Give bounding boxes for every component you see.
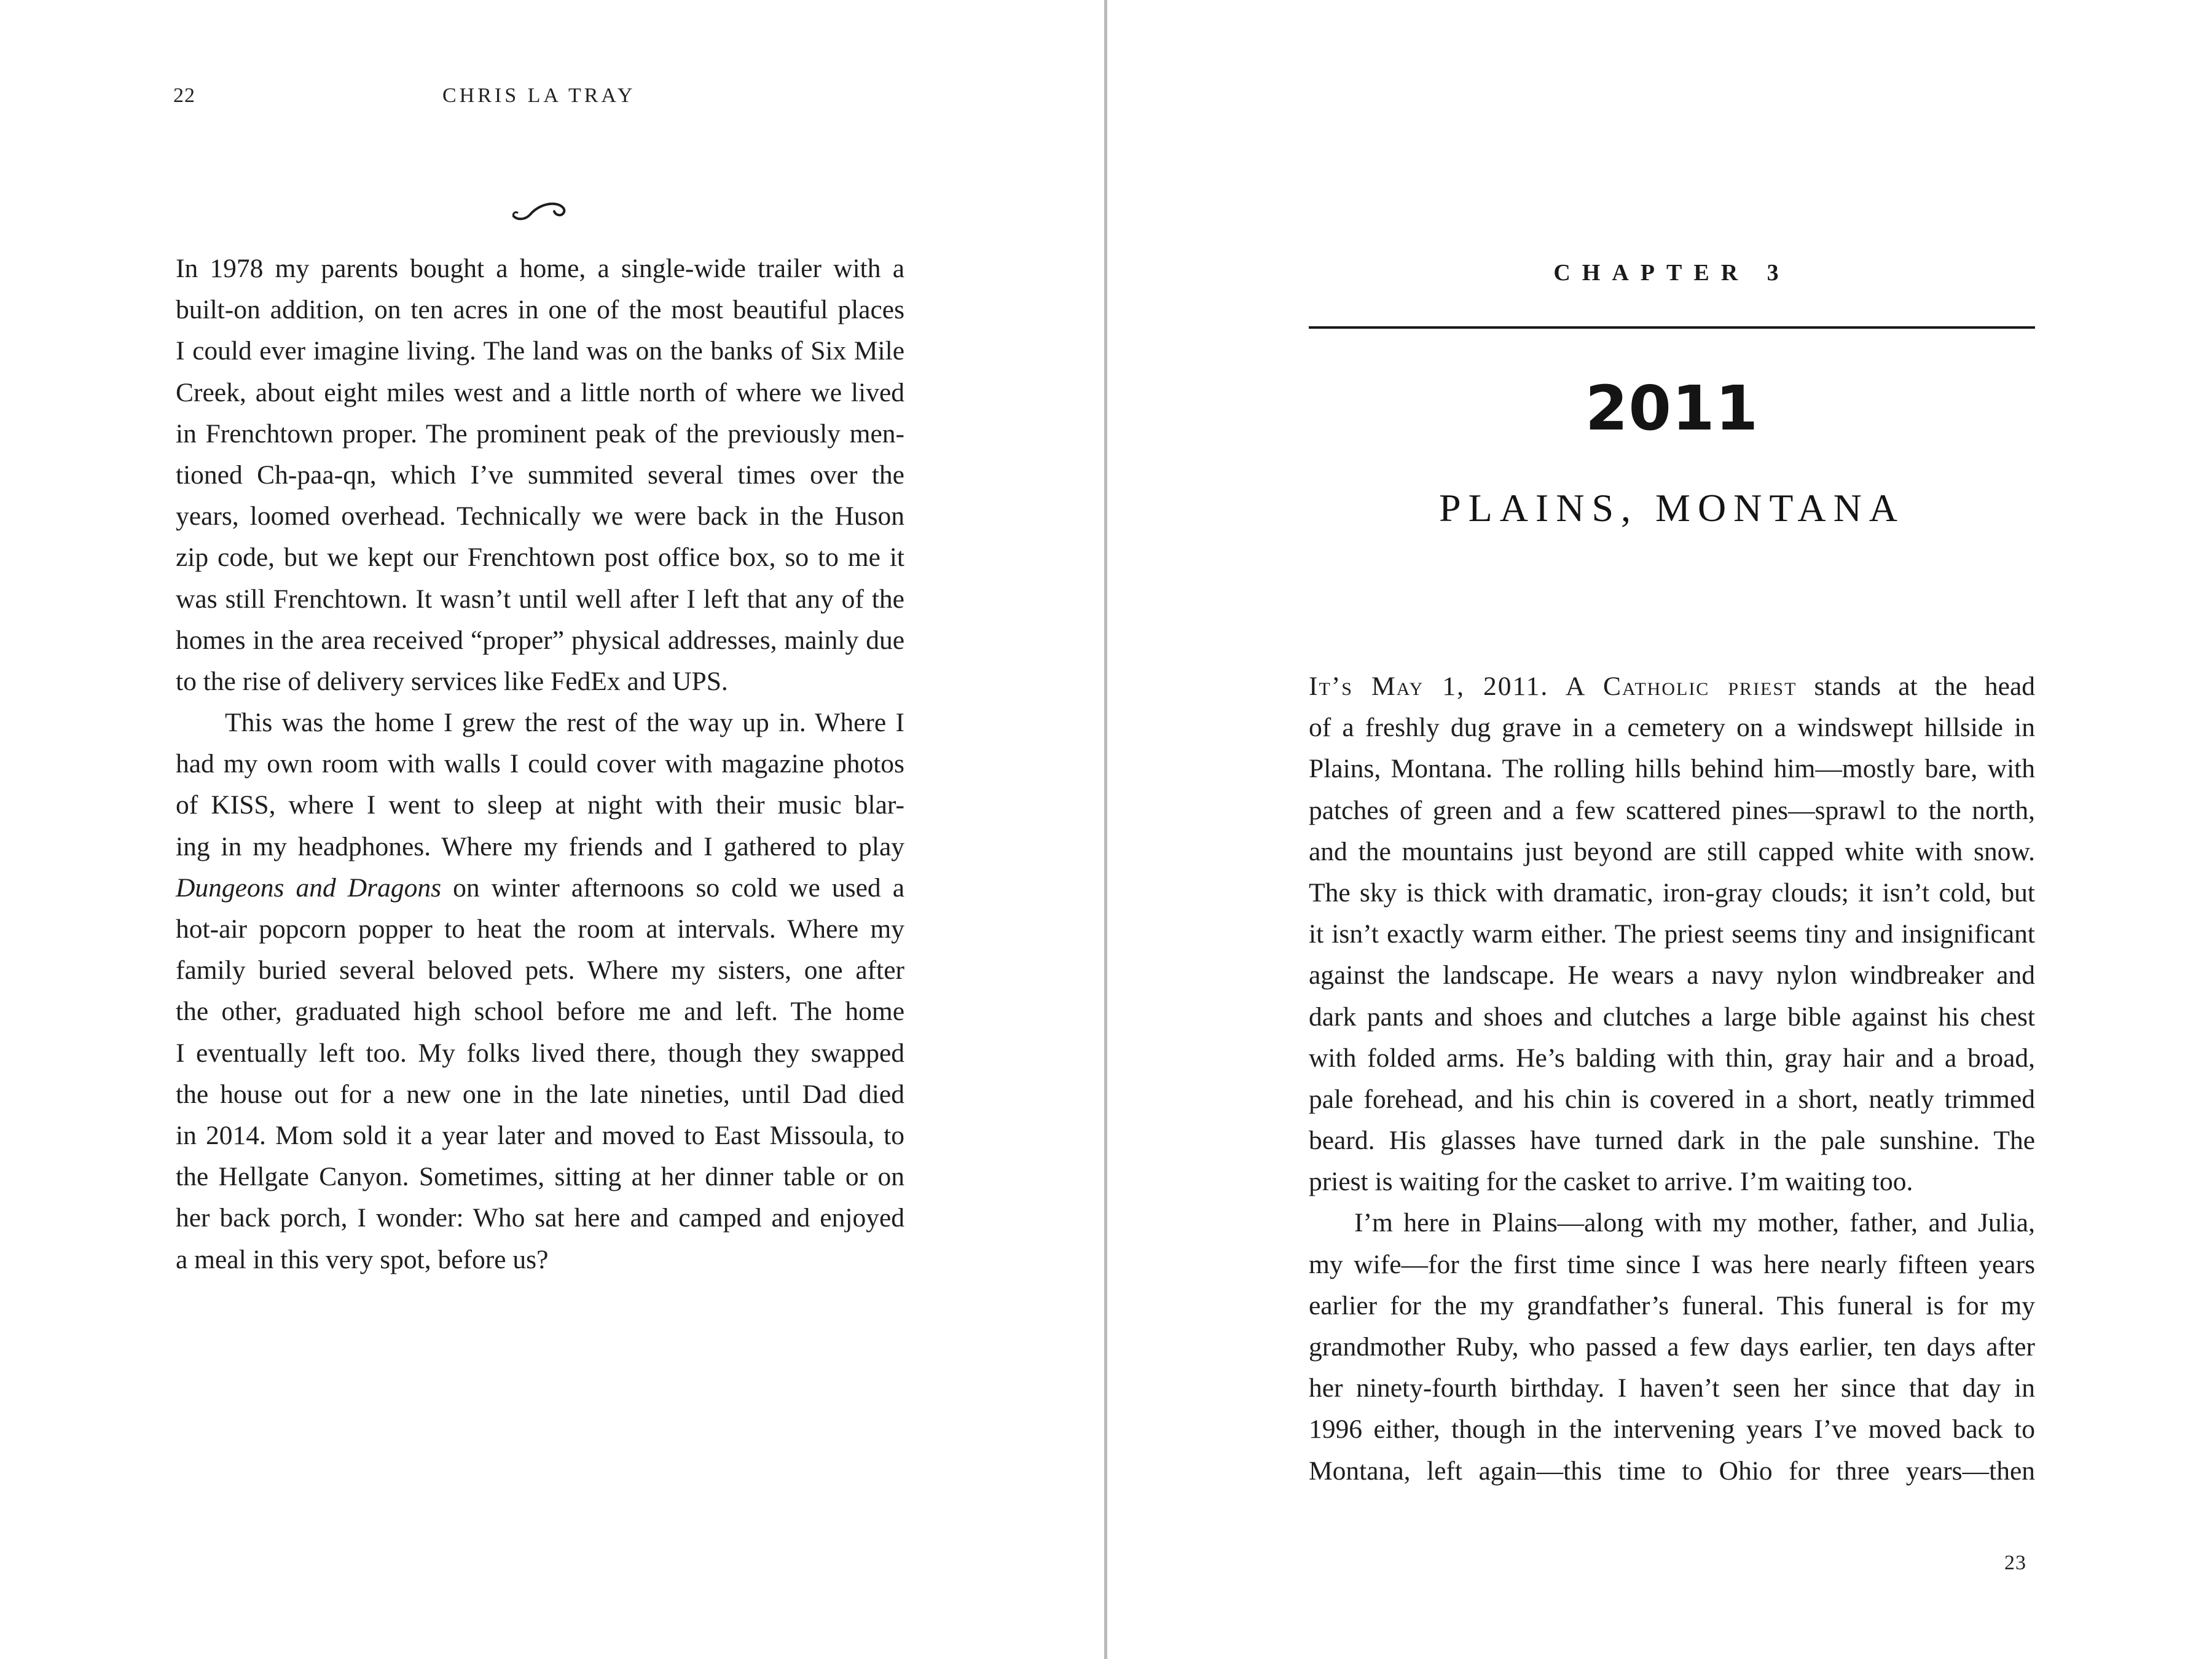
text-line: This was the home I grew the rest of the way up in. Where I bbox=[225, 708, 904, 738]
right-body-text bbox=[1309, 666, 2035, 1492]
text-line: built-on addition, on ten acres in one of the most beautiful places bbox=[176, 295, 904, 325]
text-line-rest: on winter afternoons so cold we used a bbox=[453, 873, 905, 903]
text-line: beard. His glasses have turned dark in the pale sunshine. The bbox=[1309, 1126, 2035, 1156]
text-line: Plains, Montana. The rolling hills behind him—mostly bare, with bbox=[1309, 754, 2035, 784]
text-line: 1996 either, though in the intervening years I’ve moved back to bbox=[1309, 1414, 2035, 1445]
text-line: In 1978 my parents bought a home, a single-wide trailer with a bbox=[176, 254, 904, 283]
text-line: The sky is thick with dramatic, iron-gray clouds; it isn’t cold, but bbox=[1309, 877, 2035, 908]
text-line: in 2014. Mom sold it a year later and moved to East Missoula, to bbox=[176, 1120, 904, 1150]
text-line: the other, graduated high school before me and left. The home bbox=[176, 997, 904, 1027]
text-line-with-title bbox=[176, 868, 904, 909]
opening-line bbox=[1309, 666, 2035, 707]
text-line: of a freshly dug grave in a cemetery on a windswept hillside in bbox=[1309, 713, 2035, 743]
text-line: it isn’t exactly warm either. The priest seems tiny and insignificant bbox=[1309, 919, 2035, 949]
text-line: family buried several beloved pets. Where my sisters, one after bbox=[176, 955, 904, 986]
chapter-label: CHAPTER 3 bbox=[1553, 260, 1790, 286]
chapter-place-title: PLAINS, MONTANA bbox=[1439, 486, 1905, 530]
text-line: was still Frenchtown. It wasn’t until well after I left that any of the bbox=[176, 584, 904, 614]
text-line: I’m here in Plains—along with my mother, father, and Julia, bbox=[1354, 1208, 2035, 1238]
text-line: a meal in this very spot, before us? bbox=[176, 1244, 549, 1274]
text-line: homes in the area received “proper” physical addresses, mainly due bbox=[176, 625, 904, 655]
text-line: tioned Ch-paa-qn, which I’ve summited several times over the bbox=[176, 460, 904, 490]
book-game-title: Dungeons and Dragons bbox=[176, 873, 442, 903]
text-line: pale forehead, and his chin is covered in a short, neatly trimmed bbox=[1309, 1084, 2035, 1114]
text-line: her ninety-fourth birthday. I haven’t seen her since that day in bbox=[1309, 1373, 2035, 1403]
text-line: Creek, about eight miles west and a little north of where we lived bbox=[176, 377, 904, 407]
text-line: my wife—for the first time since I was here nearly fifteen years bbox=[1309, 1249, 2035, 1279]
text-line: had my own room with walls I could cover with magazine photos bbox=[176, 749, 904, 779]
lead-in-smallcaps: It’s May 1, 2011. A Catholic priest bbox=[1309, 672, 1797, 701]
text-line: years, loomed overhead. Technically we were back in the Huson bbox=[176, 501, 904, 531]
text-line: priest is waiting for the casket to arrive. I’m waiting too. bbox=[1309, 1167, 1913, 1197]
text-line-rest: stands at the head bbox=[1814, 672, 2036, 701]
text-line: the Hellgate Canyon. Sometimes, sitting at her dinner table or on bbox=[176, 1162, 904, 1192]
text-line: against the landscape. He wears a navy nylon windbreaker and bbox=[1309, 960, 2035, 990]
chapter-year: 2011 bbox=[1585, 372, 1759, 444]
running-head-author: CHRIS LA TRAY bbox=[442, 84, 636, 107]
text-line: I could ever imagine living. The land was on the banks of Six Mile bbox=[176, 336, 904, 366]
text-line: earlier for the my grandfather’s funeral. This funeral is for my bbox=[1309, 1290, 2035, 1320]
text-line: ing in my headphones. Where my friends and I gathered to play bbox=[176, 831, 904, 861]
text-line: the house out for a new one in the late nineties, until Dad died bbox=[176, 1079, 904, 1109]
page-number-right: 23 bbox=[2004, 1551, 2026, 1574]
page-number-left: 22 bbox=[173, 84, 195, 107]
text-line: I eventually left too. My folks lived there, though they swapped bbox=[176, 1038, 904, 1068]
text-line: patches of green and a few scattered pines—sprawl to the north, bbox=[1309, 795, 2035, 825]
text-line: zip code, but we kept our Frenchtown post office box, so to me it bbox=[176, 543, 904, 573]
text-line: Montana, left again—this time to Ohio for three years—then bbox=[1309, 1456, 2035, 1486]
left-body-text bbox=[176, 248, 904, 1281]
chapter-rule bbox=[1309, 326, 2035, 329]
text-line: dark pants and shoes and clutches a large bible against his chest bbox=[1309, 1002, 2035, 1032]
text-line: in Frenchtown proper. The prominent peak of the previously men- bbox=[176, 418, 904, 449]
text-line: of KISS, where I went to sleep at night with their music blar- bbox=[176, 790, 904, 820]
text-line: grandmother Ruby, who passed a few days earlier, ten days after bbox=[1309, 1332, 2035, 1362]
text-line: and the mountains just beyond are still capped white with snow. bbox=[1309, 836, 2035, 866]
text-line: to the rise of delivery services like FedEx and UPS. bbox=[176, 666, 728, 696]
text-line: hot-air popcorn popper to heat the room at intervals. Where my bbox=[176, 914, 904, 944]
text-line: her back porch, I wonder: Who sat here and camped and enjoyed bbox=[176, 1203, 904, 1233]
text-line: with folded arms. He’s balding with thin, gray hair and a broad, bbox=[1309, 1043, 2035, 1073]
swash-ornament-icon bbox=[511, 198, 568, 222]
